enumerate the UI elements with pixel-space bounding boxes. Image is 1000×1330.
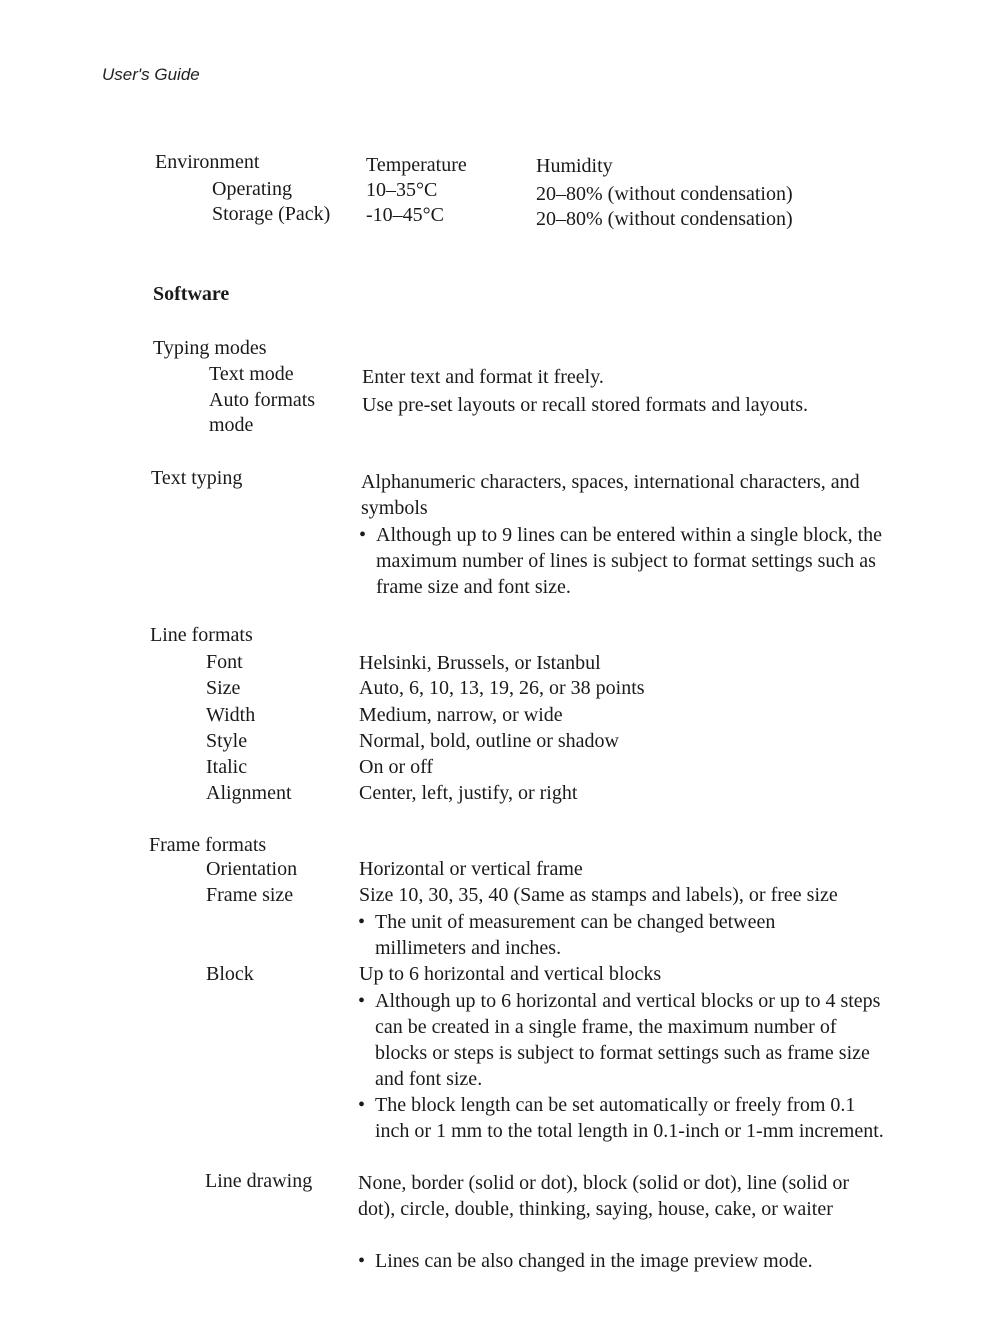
alignment-value: Center, left, justify, or right	[359, 782, 578, 804]
frame-size-label: Frame size	[206, 884, 294, 906]
alignment-label: Alignment	[206, 782, 292, 804]
width-value: Medium, narrow, or wide	[359, 704, 563, 726]
block-value: Up to 6 horizontal and vertical blocks	[359, 963, 662, 985]
operating-label: Operating	[212, 178, 292, 200]
environment-label: Environment	[155, 151, 260, 173]
bullet-dot: •	[358, 911, 366, 933]
text-typing-note-text: Although up to 9 lines can be entered within a single block, the maximum number of lines is subject to format settings such as frame size and font size.	[376, 524, 882, 598]
text-typing-label: Text typing	[151, 467, 243, 489]
block-note-2-text: The block length can be set automatically or freely from 0.1 inch or 1 mm to the total length in 0.1-inch or 1-mm increment.	[375, 1094, 884, 1142]
block-label: Block	[206, 963, 254, 985]
block-note-1-text: Although up to 6 horizontal and vertical blocks or up to 4 steps can be created in a single frame, the maximum number of blocks or steps is subject to format settings such as frame size and font size.	[375, 990, 881, 1090]
style-value: Normal, bold, outline or shadow	[359, 730, 619, 752]
text-typing-value: Alphanumeric characters, spaces, international characters, and symbols	[361, 471, 860, 519]
width-label: Width	[206, 704, 256, 726]
auto-formats-label-cont: mode	[209, 414, 254, 436]
storage-temperature: -10–45°C	[366, 204, 444, 226]
auto-formats-label: Auto formats	[209, 389, 316, 411]
frame-size-note	[358, 909, 858, 961]
block-note-1	[358, 988, 888, 1092]
line-drawing-value: None, border (solid or dot), block (solid or dot), line (solid or dot), circle, double, thinking, saying, house, cake, or waiter	[358, 1172, 850, 1220]
storage-label: Storage (Pack)	[212, 203, 331, 225]
text-typing-note	[359, 522, 887, 600]
frame-size-value: Size 10, 30, 35, 40 (Same as stamps and labels), or free size	[359, 884, 838, 906]
storage-humidity: 20–80% (without condensation)	[536, 208, 793, 230]
bullet-dot: •	[358, 990, 366, 1012]
auto-formats-value: Use pre-set layouts or recall stored formats and layouts.	[362, 394, 808, 416]
italic-label: Italic	[206, 756, 248, 778]
font-label: Font	[206, 651, 243, 673]
temperature-column-header: Temperature	[366, 154, 467, 176]
operating-temperature: 10–35°C	[366, 179, 438, 201]
italic-value: On or off	[359, 756, 434, 778]
text-mode-label: Text mode	[209, 363, 294, 385]
bullet-dot: •	[359, 524, 367, 546]
software-heading: Software	[153, 283, 230, 305]
line-drawing-note	[358, 1248, 888, 1274]
size-value: Auto, 6, 10, 13, 19, 26, or 38 points	[359, 677, 645, 699]
size-label: Size	[206, 677, 241, 699]
humidity-column-header: Humidity	[536, 155, 613, 177]
running-header: User's Guide	[102, 65, 200, 84]
frame-formats-label: Frame formats	[149, 834, 267, 856]
line-drawing-label: Line drawing	[205, 1170, 313, 1192]
bullet-dot: •	[358, 1250, 366, 1272]
frame-size-note-text: The unit of measurement can be changed between millimeters and inches.	[375, 911, 776, 959]
orientation-value: Horizontal or vertical frame	[359, 858, 583, 880]
text-mode-value: Enter text and format it freely.	[362, 366, 604, 388]
block-note-2	[358, 1092, 888, 1144]
font-value: Helsinki, Brussels, or Istanbul	[359, 652, 601, 674]
line-formats-label: Line formats	[150, 624, 253, 646]
orientation-label: Orientation	[206, 858, 298, 880]
line-drawing-note-text: Lines can be also changed in the image preview mode.	[375, 1250, 813, 1272]
typing-modes-label: Typing modes	[153, 337, 267, 359]
operating-humidity: 20–80% (without condensation)	[536, 183, 793, 205]
bullet-dot: •	[358, 1094, 366, 1116]
style-label: Style	[206, 730, 248, 752]
